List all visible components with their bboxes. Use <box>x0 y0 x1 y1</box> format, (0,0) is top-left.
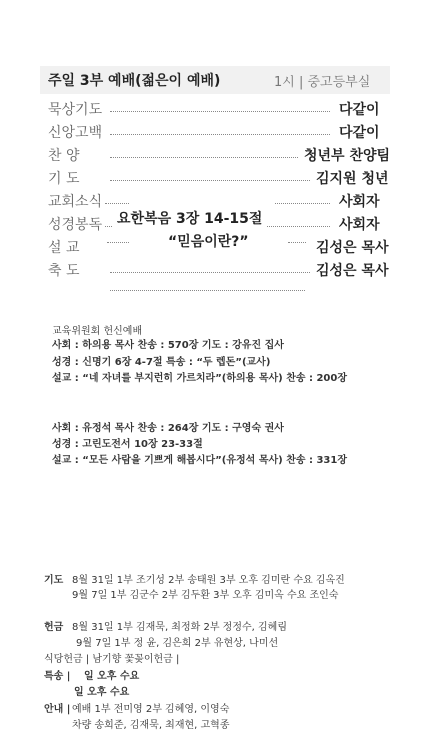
evening-line-1: 사회 : 유정석 목사 찬송 : 264장 기도 : 구영숙 권사 <box>52 423 284 434</box>
evening-line-2: 성경 : 고린도전서 10장 23-33절 <box>52 439 203 450</box>
education-title: 교육위원회 헌신예배 <box>52 326 143 337</box>
service-location: 1시 | 중고등부실 <box>274 75 371 90</box>
guide-line-1: 예배 1부 전미영 2부 김혜영, 이영숙 <box>72 704 230 715</box>
leader-dots <box>275 203 330 204</box>
special-song-label: 특송 | <box>44 671 71 682</box>
order-value-prayer: 김지원 청년 <box>316 171 389 187</box>
offering-line-2: 9월 7일 1부 정 윤, 김은희 2부 유현상, 나미선 <box>76 638 279 649</box>
leader-dots <box>110 157 298 158</box>
order-value-sermon: 김성은 목사 <box>316 240 389 256</box>
education-line-1: 사회 : 하의용 목사 찬송 : 570장 기도 : 강유진 집사 <box>52 340 284 351</box>
guide-line-2: 차량 송희준, 김재묵, 최재현, 고혁종 <box>72 720 230 731</box>
prayer-line-1: 8월 31일 1부 조기성 2부 송태원 3부 오후 김미란 수요 김옥진 <box>72 575 345 586</box>
special-song-line-2: 일 오후 수요 <box>74 687 130 698</box>
order-label-prayer: 기 도 <box>48 171 80 187</box>
order-value-confession: 다같이 <box>339 125 380 141</box>
sermon-title: “믿음이란?” <box>168 234 249 250</box>
order-value-meditation: 다같이 <box>339 102 380 118</box>
guide-label: 안내 | <box>44 704 71 715</box>
leader-dots <box>110 290 305 291</box>
order-label-praise: 찬 양 <box>48 148 80 164</box>
order-label-confession: 신앙고백 <box>48 125 103 141</box>
order-label-meditation: 묵상기도 <box>48 102 103 118</box>
order-value-praise: 청년부 찬양팀 <box>304 148 391 164</box>
leader-dots <box>105 203 129 204</box>
offering-line-1: 8월 31일 1부 김재묵, 최정화 2부 정정수, 김혜림 <box>72 622 287 633</box>
meal-offering: 식당헌금 | 남기향 꽃꽂이헌금 | <box>44 654 180 665</box>
education-line-2: 성경 : 신명기 6장 4-7절 특송 : “두 렙돈”(교사) <box>52 357 271 368</box>
prayer-label: 기도 <box>44 575 64 586</box>
leader-dots <box>110 180 310 181</box>
leader-dots <box>107 242 129 243</box>
evening-line-3: 설교 : “모든 사람을 기쁘게 해봅시다”(유정석 목사) 찬송 : 331장 <box>52 455 348 466</box>
leader-dots <box>110 272 310 273</box>
education-line-3: 설교 : “네 자녀를 부지런히 가르치라”(하의용 목사) 찬송 : 200장 <box>52 373 348 384</box>
prayer-line-2: 9월 7일 1부 김군수 2부 김두환 3부 오후 김미옥 수요 조인숙 <box>72 590 339 601</box>
scripture-reference: 요한복음 3장 14-15절 <box>113 208 266 228</box>
order-label-sermon: 설 교 <box>48 240 80 256</box>
order-value-benediction: 김성은 목사 <box>316 263 389 279</box>
leader-dots <box>110 111 330 112</box>
offering-label: 헌금 <box>44 622 64 633</box>
order-label-scripture: 성경봉독 <box>48 217 103 233</box>
order-label-benediction: 축 도 <box>48 263 80 279</box>
order-label-news: 교회소식 <box>48 194 103 210</box>
special-song-line-1: 일 오후 수요 <box>84 671 140 682</box>
leader-dots <box>288 242 306 243</box>
order-value-scripture: 사회자 <box>339 217 380 233</box>
order-value-news: 사회자 <box>339 194 380 210</box>
leader-dots <box>110 134 330 135</box>
service-title: 주일 3부 예배(젊은이 예배) <box>48 73 221 89</box>
